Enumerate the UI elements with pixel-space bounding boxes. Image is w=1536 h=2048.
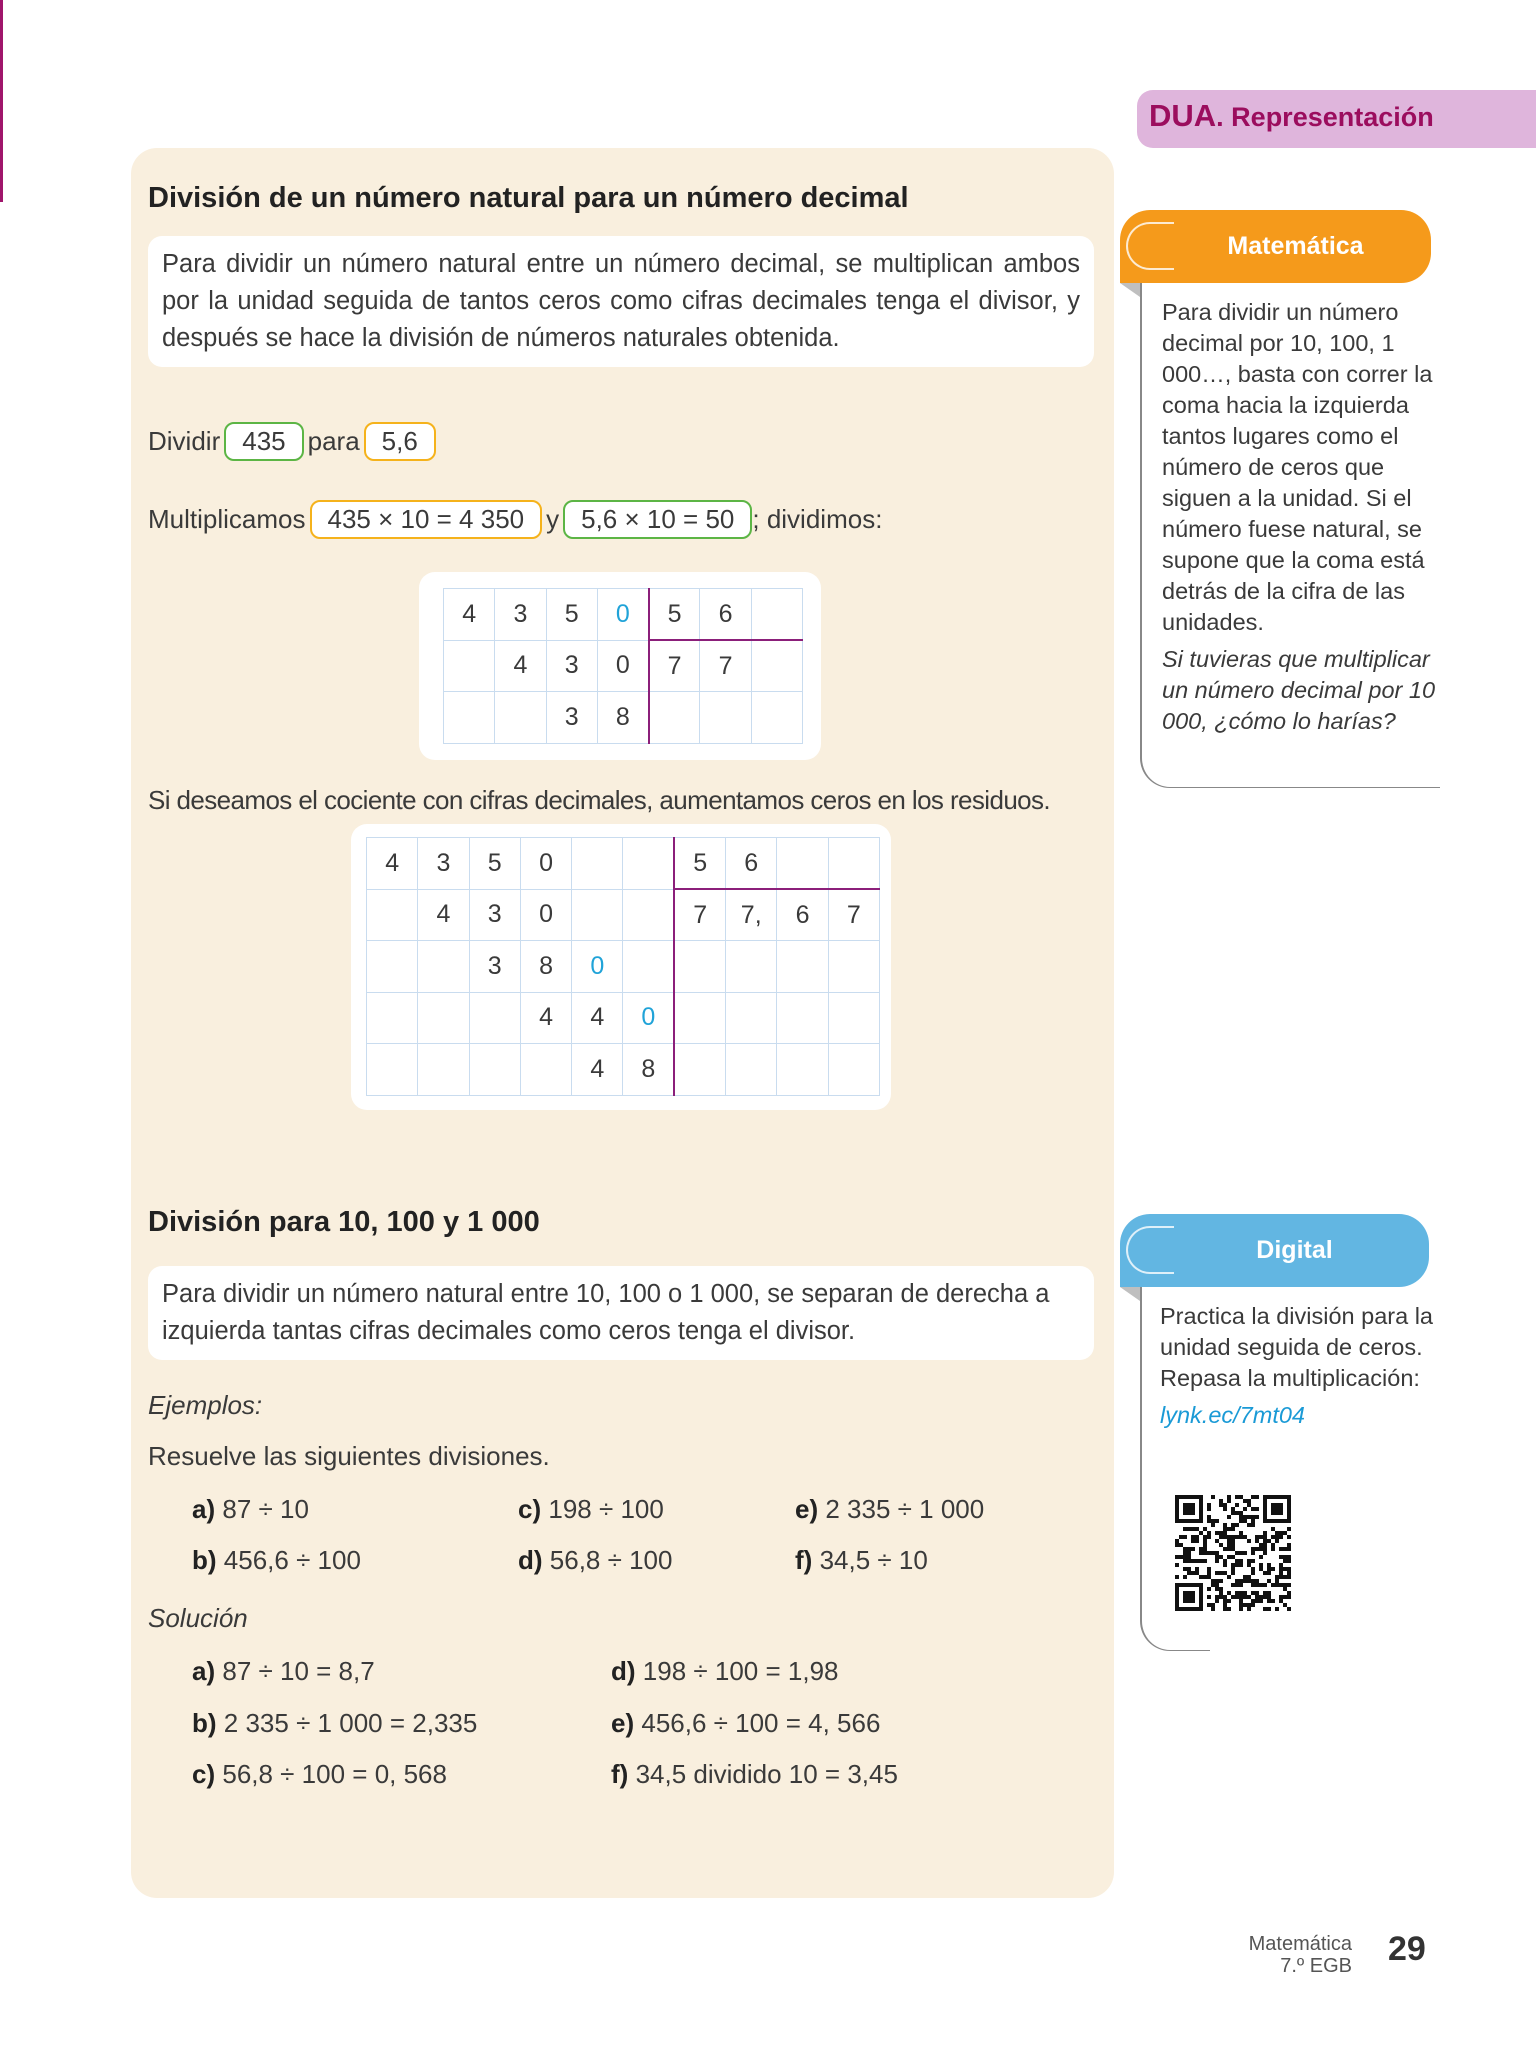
- grid-cell: [623, 941, 674, 993]
- grid-cell: 0: [520, 889, 571, 941]
- grid-cell: 7: [674, 889, 725, 941]
- list-item: [518, 1494, 664, 1525]
- qr-code-icon[interactable]: [1175, 1495, 1291, 1611]
- grid-cell: [495, 692, 546, 744]
- decimal-note: Si deseamos el cociente con cifras decimales, aumentamos ceros en los residuos.: [148, 785, 1051, 815]
- grid-cell: [726, 992, 777, 1044]
- grid-cell: [520, 1044, 571, 1096]
- dua-banner: [1137, 90, 1536, 148]
- item-text: 2 335 ÷ 1 000 = 2,335: [223, 1708, 478, 1738]
- grid-cell: [444, 640, 495, 692]
- section1-title: División de un número natural para un número decimal: [148, 182, 909, 214]
- grid-cell: 7: [649, 640, 700, 692]
- item-text: 56,8 ÷ 100: [549, 1545, 673, 1575]
- c-logo-icon: [1126, 222, 1174, 270]
- list-item: [192, 1656, 375, 1687]
- footer-subject-text: Matemática: [1248, 1933, 1352, 1955]
- divide-line: [148, 422, 440, 461]
- list-item: [795, 1494, 984, 1525]
- grid-cell: [777, 1044, 828, 1096]
- grid-cell: 3: [495, 589, 546, 641]
- grid-cell: [649, 692, 700, 744]
- grid-cell: 3: [546, 692, 597, 744]
- grid-cell: [751, 589, 802, 641]
- dividend-box: 435: [224, 422, 303, 461]
- item-letter: e): [611, 1708, 635, 1738]
- grid-cell: [751, 640, 802, 692]
- grid-cell: [367, 941, 418, 993]
- list-item: [611, 1656, 839, 1687]
- grid-cell: 4: [495, 640, 546, 692]
- grid-row: [444, 692, 803, 744]
- item-text: 198 ÷ 100 = 1,98: [642, 1656, 839, 1686]
- grid-cell: [828, 941, 879, 993]
- grid-cell: [674, 941, 725, 993]
- item-text: 34,5 dividido 10 = 3,45: [635, 1759, 898, 1789]
- grid-cell: [828, 992, 879, 1044]
- item-letter: d): [518, 1545, 543, 1575]
- math-header: [1120, 210, 1431, 283]
- grid-cell: [418, 941, 469, 993]
- item-text: 2 335 ÷ 1 000: [825, 1494, 985, 1524]
- grid-cell: [828, 1044, 879, 1096]
- item-letter: c): [518, 1494, 542, 1524]
- grid-cell: 0: [520, 838, 571, 890]
- item-text: 87 ÷ 10: [222, 1494, 309, 1524]
- grid-row: [367, 889, 880, 941]
- item-letter: a): [192, 1656, 216, 1686]
- digital-body: [1160, 1301, 1440, 1431]
- multiply-label: Multiplicamos: [148, 504, 306, 534]
- division-grid-2: [366, 837, 880, 1096]
- digital-header: [1120, 1214, 1429, 1287]
- grid-cell: [623, 889, 674, 941]
- item-letter: f): [611, 1759, 629, 1789]
- math-body: [1140, 283, 1440, 788]
- grid-cell: [367, 992, 418, 1044]
- digital-text: Practica la división para la unidad seguida de ceros. Repasa la multiplicación:: [1160, 1303, 1433, 1391]
- grid-cell: [726, 1044, 777, 1096]
- grid-cell: 4: [572, 1044, 623, 1096]
- list-item: [192, 1759, 447, 1790]
- item-text: 34,5 ÷ 10: [819, 1545, 928, 1575]
- grid-cell: [418, 1044, 469, 1096]
- grid-cell: 3: [546, 640, 597, 692]
- grid-cell: 5: [649, 589, 700, 641]
- grid-cell: 7: [700, 640, 751, 692]
- digital-title: Digital: [1256, 1236, 1333, 1264]
- grid-cell: [367, 889, 418, 941]
- divisor-box: 5,6: [364, 422, 436, 461]
- grid-cell: 8: [597, 692, 648, 744]
- section1-rule: Para dividir un número natural entre un número decimal, se multiplican ambos por la unidad seguida de tantos ceros como cifras decimales tenga el divisor, y después se hace la división de números naturales obtenida.: [148, 236, 1094, 367]
- footer-subject: [1249, 1933, 1352, 1977]
- list-item: [611, 1708, 880, 1739]
- list-item: [518, 1545, 672, 1576]
- dividimos-label: ; dividimos:: [752, 504, 883, 534]
- grid-cell: 8: [520, 941, 571, 993]
- section2-rule: Para dividir un número natural entre 10, 100 o 1 000, se separan de derecha a izquierda tantas cifras decimales como ceros tenga el divisor.: [148, 1266, 1094, 1360]
- grid-cell: 3: [469, 889, 520, 941]
- list-item: [192, 1708, 477, 1739]
- solution-label: Solución: [148, 1603, 248, 1633]
- dua-suffix: . Representación: [1216, 102, 1434, 132]
- grid-cell: 8: [623, 1044, 674, 1096]
- grid-cell: 3: [418, 838, 469, 890]
- grid-row: [367, 941, 880, 993]
- item-text: 56,8 ÷ 100 = 0, 568: [222, 1759, 447, 1789]
- item-letter: a): [192, 1494, 216, 1524]
- grid-cell: 5: [674, 838, 725, 890]
- division-grid-1: [443, 588, 803, 744]
- examples-label: Ejemplos:: [148, 1390, 263, 1420]
- grid-cell: [367, 1044, 418, 1096]
- grid-cell: 3: [469, 941, 520, 993]
- grid-cell: [674, 1044, 725, 1096]
- grid-cell: [572, 889, 623, 941]
- grid-cell: 0: [623, 992, 674, 1044]
- page-edge-line: [0, 0, 3, 202]
- mult2-box: 5,6 × 10 = 50: [563, 500, 752, 539]
- item-letter: b): [192, 1545, 217, 1575]
- grid-cell: [777, 992, 828, 1044]
- list-item: [795, 1545, 928, 1576]
- item-letter: d): [611, 1656, 636, 1686]
- y-label: y: [546, 504, 560, 534]
- grid-cell: 5: [469, 838, 520, 890]
- math-text: Para dividir un número decimal por 10, 100, 1 000…, basta con correr la coma hacia la izquierda tantos lugares como el número de ceros que siguen a la unidad. Si el número fuese natural, se supone que la coma está detrás de la cifra de las unidades.: [1162, 299, 1433, 635]
- item-text: 198 ÷ 100: [548, 1494, 664, 1524]
- grid-row: [444, 589, 803, 641]
- grid-cell: [726, 941, 777, 993]
- multiply-line: [148, 500, 882, 539]
- grid-cell: [674, 992, 725, 1044]
- grid-cell: [700, 692, 751, 744]
- divide-label: Dividir: [148, 426, 221, 456]
- grid-cell: [623, 838, 674, 890]
- math-title: Matemática: [1227, 232, 1364, 260]
- grid-cell: [751, 692, 802, 744]
- item-letter: b): [192, 1708, 217, 1738]
- grid-cell: 0: [572, 941, 623, 993]
- grid-cell: 6: [700, 589, 751, 641]
- grid-cell: [444, 692, 495, 744]
- grid-cell: [469, 1044, 520, 1096]
- fold-icon: [1120, 283, 1140, 297]
- footer-grade: 7.º EGB: [1280, 1955, 1352, 1977]
- grid-cell: 0: [597, 589, 648, 641]
- grid-row: [444, 640, 803, 692]
- grid-row: [367, 992, 880, 1044]
- list-item: [192, 1494, 309, 1525]
- item-letter: e): [795, 1494, 819, 1524]
- grid-cell: 7,: [726, 889, 777, 941]
- grid-cell: 7: [828, 889, 879, 941]
- grid-cell: 5: [546, 589, 597, 641]
- grid-cell: 6: [777, 889, 828, 941]
- page-number: 29: [1388, 1930, 1426, 1968]
- section2-title: División para 10, 100 y 1 000: [148, 1206, 540, 1238]
- item-text: 87 ÷ 10 = 8,7: [222, 1656, 375, 1686]
- grid-row: [367, 1044, 880, 1096]
- dua-prefix: DUA: [1149, 98, 1217, 133]
- mult1-box: 435 × 10 = 4 350: [310, 500, 543, 539]
- grid-cell: [469, 992, 520, 1044]
- digital-link[interactable]: lynk.ec/7mt04: [1160, 1402, 1305, 1428]
- list-item: [611, 1759, 898, 1790]
- item-letter: c): [192, 1759, 216, 1789]
- instruction: Resuelve las siguientes divisiones.: [148, 1441, 550, 1471]
- item-text: 456,6 ÷ 100 = 4, 566: [641, 1708, 881, 1738]
- para-label: para: [307, 426, 360, 456]
- item-letter: f): [795, 1545, 813, 1575]
- grid-row: [367, 838, 880, 890]
- grid-cell: 4: [418, 889, 469, 941]
- item-text: 456,6 ÷ 100: [223, 1545, 361, 1575]
- grid-cell: [418, 992, 469, 1044]
- grid-cell: [777, 941, 828, 993]
- math-question: Si tuvieras que multiplicar un número decimal por 10 000, ¿cómo lo harías?: [1162, 646, 1436, 734]
- grid-cell: 4: [572, 992, 623, 1044]
- c-logo-icon: [1126, 1226, 1174, 1274]
- grid-cell: [777, 838, 828, 890]
- grid-cell: [828, 838, 879, 890]
- grid-cell: [572, 838, 623, 890]
- grid-cell: 0: [597, 640, 648, 692]
- grid-cell: 4: [367, 838, 418, 890]
- grid-cell: 4: [520, 992, 571, 1044]
- grid-cell: 4: [444, 589, 495, 641]
- grid-cell: 6: [726, 838, 777, 890]
- fold-icon: [1120, 1287, 1140, 1301]
- list-item: [192, 1545, 361, 1576]
